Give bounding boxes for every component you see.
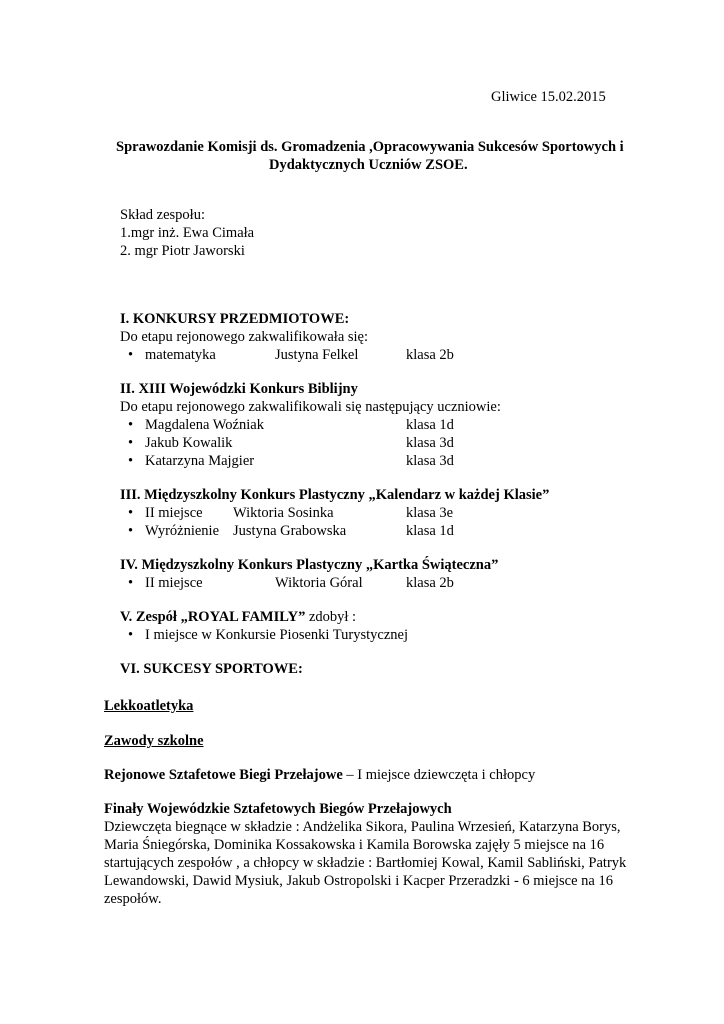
section-intro: Do etapu rejonowego zakwalifikowali się następujący uczniowie: — [120, 399, 501, 415]
section-heading: VI. SUKCESY SPORTOWE: — [120, 661, 303, 677]
finals-heading: Finały Wojewódzkie Sztafetowych Biegów Przełajowych — [104, 801, 452, 817]
section-heading: V. Zespół „ROYAL FAMILY” zdobył : — [120, 609, 357, 625]
team-label: Skład zespołu: — [120, 207, 205, 223]
team-member: 1.mgr inż. Ewa Cimała — [120, 225, 255, 241]
subheading-school-competitions: Zawody szkolne — [104, 733, 204, 749]
bullet-icon: • — [128, 575, 134, 591]
bullet-icon: • — [128, 505, 134, 521]
bullet-icon: • — [128, 435, 134, 451]
finals-text-line: Maria Śniegórska, Dominika Kossakowska i Kamila Borowska zajęły 5 miejsce na 16 — [104, 837, 605, 853]
relay-result: Rejonowe Sztafetowe Biegi Przełajowe – I miejsce dziewczęta i chłopcy — [104, 767, 536, 783]
bullet-icon: • — [128, 627, 134, 643]
finals-text-line: zespołów. — [104, 891, 162, 907]
bullet-icon: • — [128, 523, 134, 539]
document-page: Gliwice 15.02.2015 Sprawozdanie Komisji ds. Gromadzenia ,Opracowywania Sukcesów Sportowych i Dydaktycznych Uczniów ZSOE. Skład zespołu: 1.mgr inż. Ewa Cimała 2. mgr Piotr Jaworski I. KONKURSY PRZEDMIOTOWE: Do etapu rejonowego zakwalifikowała się: • matematyka Justyna Felkel klasa 2b II. XIII Wojewódzki Konkurs Biblijny Do etapu rejonowego zakwalifikowali się następujący uczniowie: • Magdalena Woźniak klasa 1d • Jakub Kowalik klasa 3d • Katarzyna Majgier klasa 3d III. Międzyszkolny Konkurs Plastyczny „Kalendarz w każdej Klasie” • II miejsce Wiktoria Sosinka klasa 3e • Wyróżnienie Justyna Grabowska klasa 1d IV. Międzyszkolny Konkurs Plastyczny „Kartka Świąteczna” • II miejsce Wiktoria Góral klasa 2b V. Zespół „ROYAL FAMILY” zdobył : • I miejsce w Konkursie Piosenki Turystycznej VI. SUKCESY SPORTOWE: Lekkoatletyka Zawody szkolne Rejonowe Sztafetowe Biegi Przełajowe – I miejsce dziewczęta i chłopcy Finały Wojewódzkie Sztafetowych Biegów Przełajowych Dziewczęta biegnące w składzie : Andżelika Sikora, Paulina Wrzesień, Katarzyna Borys, Maria Śniegórska, Dominika Kossakowska i Kamila Borowska zajęły 5 miejsce na 16 startujących zespołów , a chłopcy w składzie : Bartłomiej Kowal, Kamil Sabliński, Patryk Lewandowski, Dawid Mysiuk, Jakub Ostropolski i Kacper Przeradzki - 6 miejsce na 16 zespołów. — [104, 89, 627, 907]
finals-text-line: Dziewczęta biegnące w składzie : Andżelika Sikora, Paulina Wrzesień, Katarzyna Borys, — [104, 819, 621, 835]
report-title-line1: Sprawozdanie Komisji ds. Gromadzenia ,Opracowywania Sukcesów Sportowych i — [116, 139, 624, 155]
report-title-line2: Dydaktycznych Uczniów ZSOE. — [269, 157, 468, 173]
finals-text-line: Lewandowski, Dawid Mysiuk, Jakub Ostropolski i Kacper Przeradzki - 6 miejsce na 16 — [104, 873, 613, 889]
section-heading: I. KONKURSY PRZEDMIOTOWE: — [120, 311, 350, 327]
bullet-icon: • — [128, 347, 134, 363]
section-heading: III. Międzyszkolny Konkurs Plastyczny „Kalendarz w każdej Klasie” — [120, 487, 550, 503]
section-heading: IV. Międzyszkolny Konkurs Plastyczny „Kartka Świąteczna” — [120, 557, 499, 573]
bullet-icon: • — [128, 417, 134, 433]
section-heading: II. XIII Wojewódzki Konkurs Biblijny — [120, 381, 358, 397]
bullet-icon: • — [128, 453, 134, 469]
finals-text-line: startujących zespołów , a chłopcy w składzie : Bartłomiej Kowal, Kamil Sabliński, Patryk — [104, 855, 627, 871]
section-intro: Do etapu rejonowego zakwalifikowała się: — [120, 329, 369, 345]
team-member: 2. mgr Piotr Jaworski — [120, 243, 245, 259]
subheading-athletics: Lekkoatletyka — [104, 698, 194, 714]
date-line: Gliwice 15.02.2015 — [491, 89, 606, 105]
